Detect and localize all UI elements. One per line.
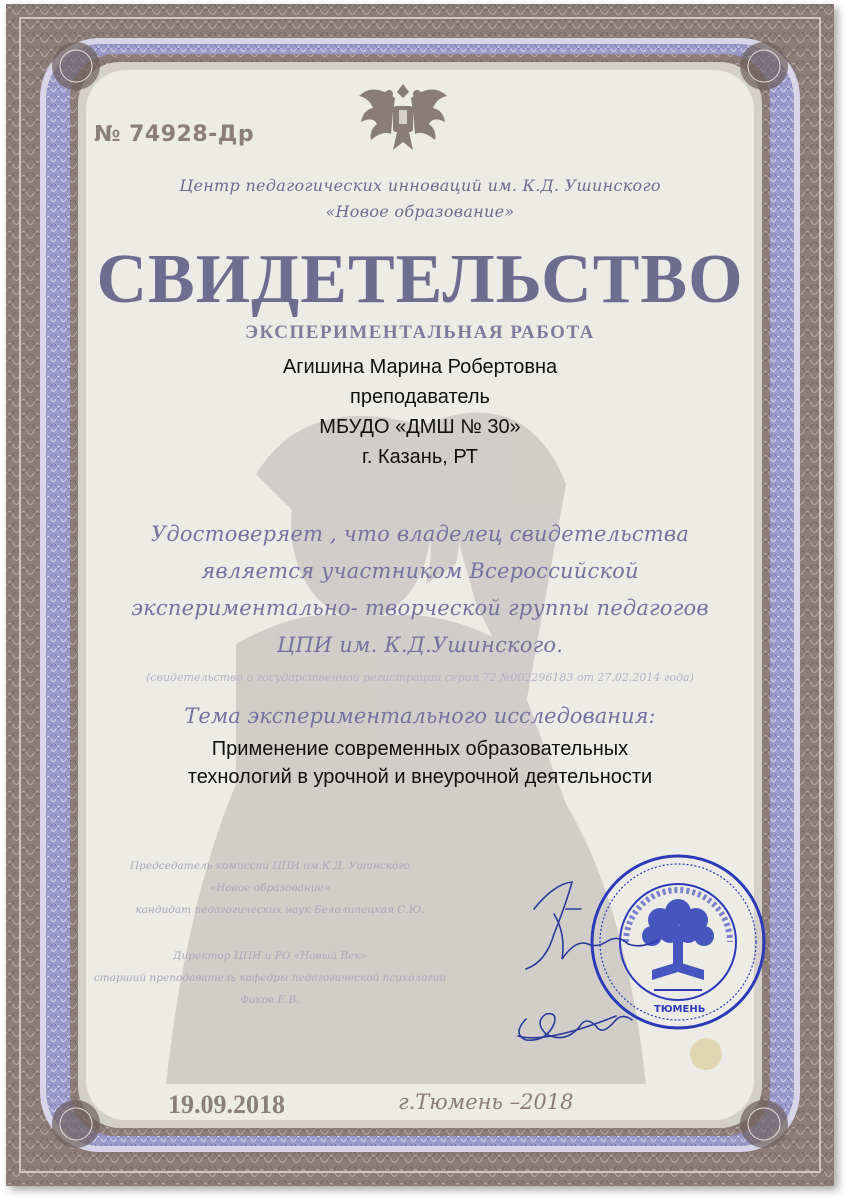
recipient-institution: МБУДО «ДМШ № 30» [319,416,521,438]
seal-city-label: ТЮМЕНЬ [654,1004,706,1015]
signatory-line-3: кандидат педагогических наук Белолипецкая С.Ю. [135,904,425,916]
signatory-line-5: старший преподаватель кафедры педагогической психологии [93,972,447,984]
recipient-name: Агишина Марина Робертовна [282,356,558,378]
signatory-line-6: Фоков Е.В. [240,994,300,1006]
issue-place-year: г.Тюмень –2018 [398,1090,574,1114]
statement-line-3: экспериментально- творческой группы педагогов [131,596,709,620]
registration-note: (свидетельство о государственной регистрации серия 72 №002296183 от 27.02.2014 года) [146,671,694,684]
signatory-line-4: Директор ЦПИ и РО «Новый Век» [172,950,368,962]
topic-line-1: Применение современных образовательных [211,738,629,760]
signatory-line-2: «Новое образование» [209,882,331,894]
issue-date: 19.09.2018 [168,1090,285,1119]
organization-subtitle: «Новое образование» [325,202,515,221]
statement-line-2: является участником Всероссийской [201,559,639,583]
certificate-field [86,70,754,1120]
certificate-subtitle: ЭКСПЕРИМЕНТАЛЬНАЯ РАБОТА [245,322,595,343]
statement-line-1: Удостоверяет , что владелец свидетельства [150,522,690,546]
certificate [6,4,834,1186]
certificate-title: СВИДЕТЕЛЬСТВО [96,241,744,318]
topic-line-2: технологий в урочной и внеурочной деятельности [187,766,653,788]
organization-name: Центр педагогических инноваций им. К.Д. Ушинского [179,176,661,195]
signatory-line-1: Председатель комиссии ЦПИ им.К.Д. Ушинского [130,860,410,872]
recipient-city: г. Казань, РТ [361,446,479,468]
topic-label: Тема экспериментального исследования: [184,704,656,728]
certificate-number: № 74928-Др [94,122,255,147]
recipient-position: преподаватель [350,386,490,408]
statement-line-4: ЦПИ им. К.Д.Ушинского. [276,633,564,657]
